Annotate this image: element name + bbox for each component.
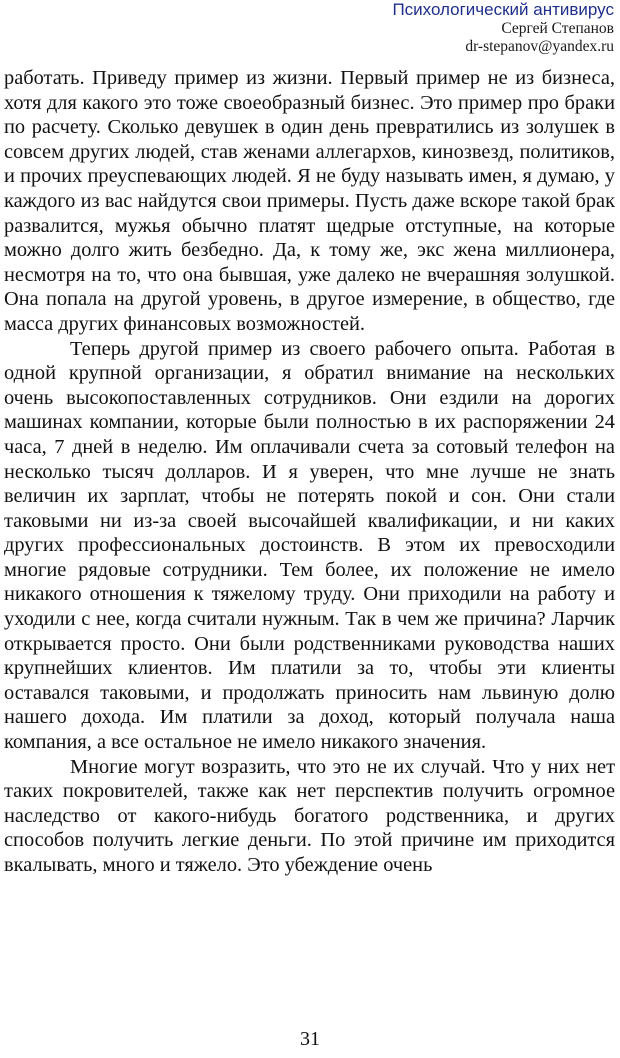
page-header	[214, 0, 614, 57]
author-email: dr-stepanov@yandex.ru	[465, 38, 614, 56]
paragraph-2: Теперь другой пример из своего рабочего опыта. Работая в одной крупной организации, я обратил внимание на нескольких очень высокопоставленных сотрудников. Они ездили на дорогих машинах компании, которые были полностью в их распоряжении 24 часа, 7 дней в неделю. Им оплачивали счета за сотовый телефон на несколько тысяч долларов. И я уверен, что мне лучше не знать величин их зарплат, чтобы не потерять покой и сон. Они стали таковыми ни из-за своей высочайшей квалификации, и ни каких других профессиональных достоинств. В этом их превосходили многие рядовые сотрудники. Тем более, их положение не имело никакого отношения к тяжелому труду. Они приходили на работу и уходили с нее, когда считали нужным. Так в чем же причина? Ларчик открывается просто. Они были родственниками руководства наших крупнейших клиентов. Им платили за то, чтобы эти клиенты оставался таковыми, и продолжать приносить нам львиную долю нашего дохода. Им платили за доход, который получала наша компания, а все остальное не имело никакого значения.	[4, 337, 615, 754]
paragraph-3: Многие могут возразить, что это не их случай. Что у них нет таких покровителей, также как нет перспектив получить огромное наследство от какого-нибудь богатого родственника, и других способов получить легкие деньги. По этой причине им приходится вкалывать, много и тяжело. Это убеждение очень	[4, 755, 615, 876]
book-title: Психологический антивирус	[392, 0, 614, 19]
main-text	[4, 66, 615, 878]
author-name: Сергей Степанов	[501, 20, 614, 38]
paragraph-1: работать. Приведу пример из жизни. Первый пример не из бизнеса, хотя для какого это тоже своеобразный бизнес. Это пример про браки по расчету. Сколько девушек в один день превратились из золушек в совсем других людей, став женами аллегархов, кинозвезд, политиков, и прочих преуспевающих людей. Я не буду называть имен, я думаю, у каждого из вас найдутся свои примеры. Пусть даже вскоре такой брак развалится, мужья обычно платят щедрые отступные, на которые можно долго жить безбедно. Да, к тому же, экс жена миллионера, несмотря на то, что она бывшая, уже далеко не вчерашняя золушкой. Она попала на другой уровень, в другое измерение, в общество, где масса других финансовых возможностей.	[4, 67, 615, 335]
page-number: 31	[300, 1028, 320, 1050]
